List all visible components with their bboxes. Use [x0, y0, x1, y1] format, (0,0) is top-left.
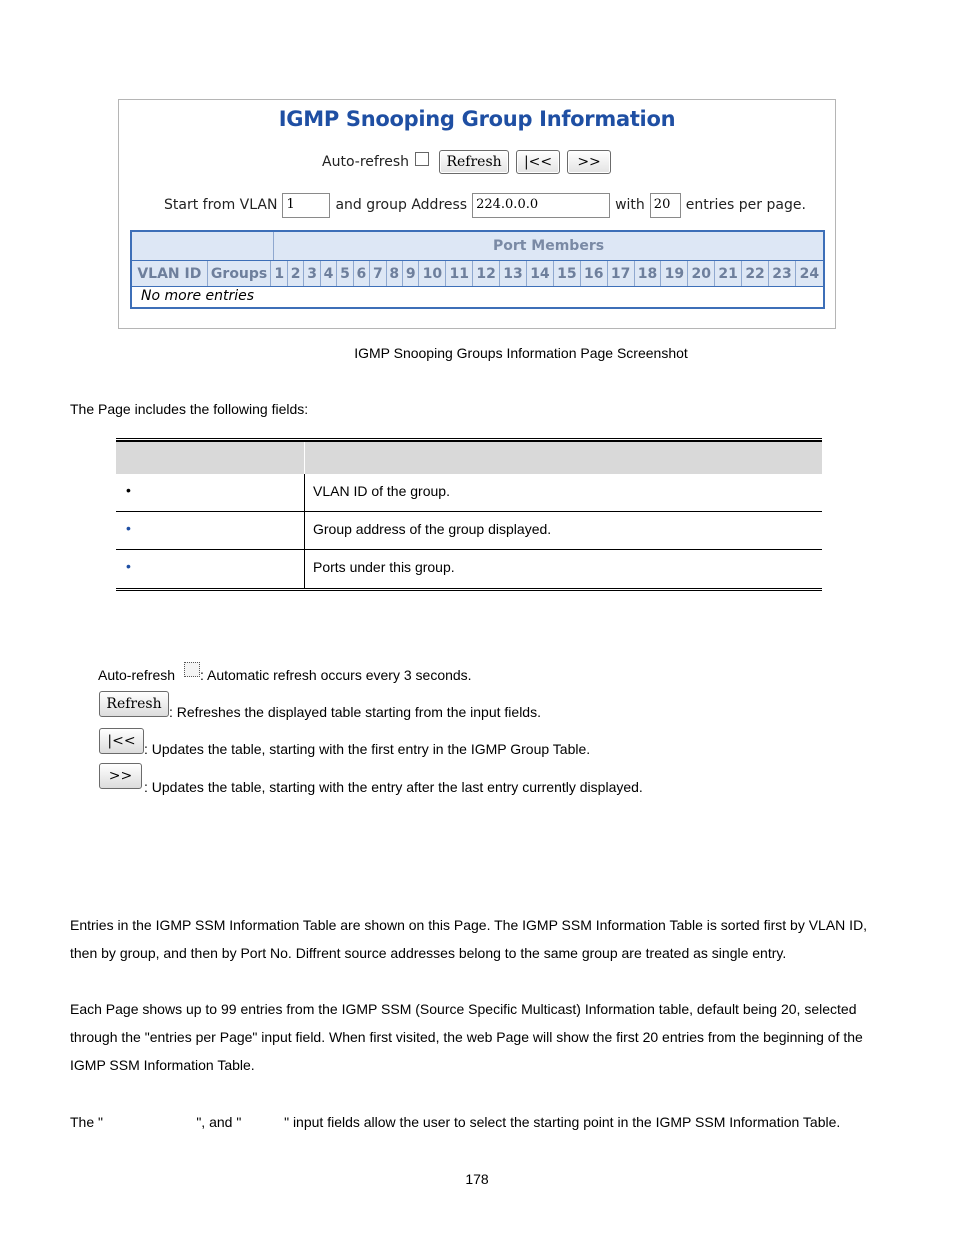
col-port: 18 — [635, 261, 662, 286]
field-description: Group address of the group displayed. — [313, 521, 552, 537]
col-port: 2 — [288, 261, 304, 286]
fields-table — [116, 438, 822, 591]
col-port: 13 — [500, 261, 527, 286]
port-members-header: Port Members — [492, 238, 605, 254]
table-row — [116, 474, 822, 512]
table-row — [116, 550, 822, 588]
first-page-button[interactable]: |<< — [516, 150, 560, 174]
bullet-icon: • — [126, 558, 131, 574]
entries-per-page-input[interactable]: 20 — [650, 193, 681, 218]
start-vlan-row — [164, 192, 806, 218]
auto-refresh-checkbox[interactable] — [415, 152, 429, 166]
next-page-button[interactable]: >> — [567, 150, 611, 174]
help-auto-refresh-desc: : Automatic refresh occurs every 3 seconds. — [200, 667, 472, 683]
col-port: 1 — [271, 261, 287, 286]
help-next-button: >> — [99, 763, 142, 789]
col-port: 7 — [370, 261, 386, 286]
paragraph: Each Page shows up to 99 entries from the IGMP SSM (Source Specific Multicast) Information table, default being 20, selected through the "entries per Page" input field. When first visited, the web Page will show the first 20 entries from the beginning of the IGMP SSM Information Table. — [70, 1001, 863, 1073]
table-column-headers — [132, 261, 823, 287]
port-members-table — [130, 230, 825, 309]
col-port: 23 — [769, 261, 796, 286]
help-refresh-button: Refresh — [99, 691, 169, 717]
entries-suffix-label: entries per page. — [685, 197, 806, 213]
paragraph: The " ", and " " input fields allow the user to select the starting point in the IGMP SSM Information Table. — [70, 1114, 841, 1130]
col-port: 14 — [527, 261, 554, 286]
help-next-desc: : Updates the table, starting with the entry after the last entry currently displayed. — [144, 779, 643, 795]
help-first-desc: : Updates the table, starting with the first entry in the IGMP Group Table. — [144, 741, 591, 757]
col-port: 22 — [742, 261, 769, 286]
page-number: 178 — [465, 1171, 489, 1187]
screenshot-title: IGMP Snooping Group Information — [278, 107, 676, 131]
col-port: 15 — [554, 261, 581, 286]
col-port: 17 — [608, 261, 635, 286]
col-port: 21 — [715, 261, 742, 286]
intro-text: The Page includes the following fields: — [70, 401, 309, 417]
col-groups: Groups — [208, 261, 272, 286]
col-port: 6 — [354, 261, 370, 286]
bullet-icon: • — [126, 520, 131, 536]
col-port: 24 — [799, 265, 820, 282]
figure-caption: IGMP Snooping Groups Information Page Screenshot — [354, 345, 688, 361]
col-port: 5 — [337, 261, 353, 286]
col-port: 16 — [581, 261, 608, 286]
refresh-button[interactable]: Refresh — [439, 150, 509, 174]
start-vlan-label: Start from VLAN — [164, 197, 278, 213]
auto-refresh-row — [322, 150, 618, 174]
col-port: 3 — [304, 261, 320, 286]
bullet-icon: • — [126, 482, 131, 498]
empty-row: No more entries — [141, 288, 255, 304]
with-label: with — [615, 197, 645, 213]
col-port: 10 — [419, 261, 446, 286]
table-header-top — [132, 232, 823, 261]
paragraph: Entries in the IGMP SSM Information Table are shown on this Page. The IGMP SSM Information Table is sorted first by VLAN ID, then by group, and then by Port No. Diffrent source addresses belong to the same group are treated as single entry. — [70, 917, 868, 961]
igmp-screenshot — [118, 99, 836, 329]
col-port: 9 — [403, 261, 419, 286]
group-address-label: and group Address — [335, 197, 468, 213]
col-port: 8 — [387, 261, 403, 286]
field-description: Ports under this group. — [313, 559, 455, 575]
help-first-button: |<< — [99, 728, 144, 754]
col-port: 11 — [446, 261, 473, 286]
auto-refresh-label: Auto-refresh — [322, 154, 410, 170]
col-port: 4 — [321, 261, 337, 286]
col-port: 19 — [661, 261, 688, 286]
col-port: 20 — [688, 261, 715, 286]
table-row — [116, 512, 822, 550]
field-description: VLAN ID of the group. — [313, 483, 450, 499]
help-auto-refresh-checkbox — [184, 662, 200, 677]
fields-table-header — [116, 441, 822, 474]
help-auto-refresh-label: Auto-refresh — [98, 667, 176, 683]
col-port: 12 — [473, 261, 500, 286]
start-vlan-input[interactable]: 1 — [282, 193, 330, 218]
group-address-input[interactable]: 224.0.0.0 — [472, 193, 610, 218]
help-refresh-desc: : Refreshes the displayed table starting from the input fields. — [169, 704, 541, 720]
col-vlan-id: VLAN ID — [132, 261, 208, 286]
